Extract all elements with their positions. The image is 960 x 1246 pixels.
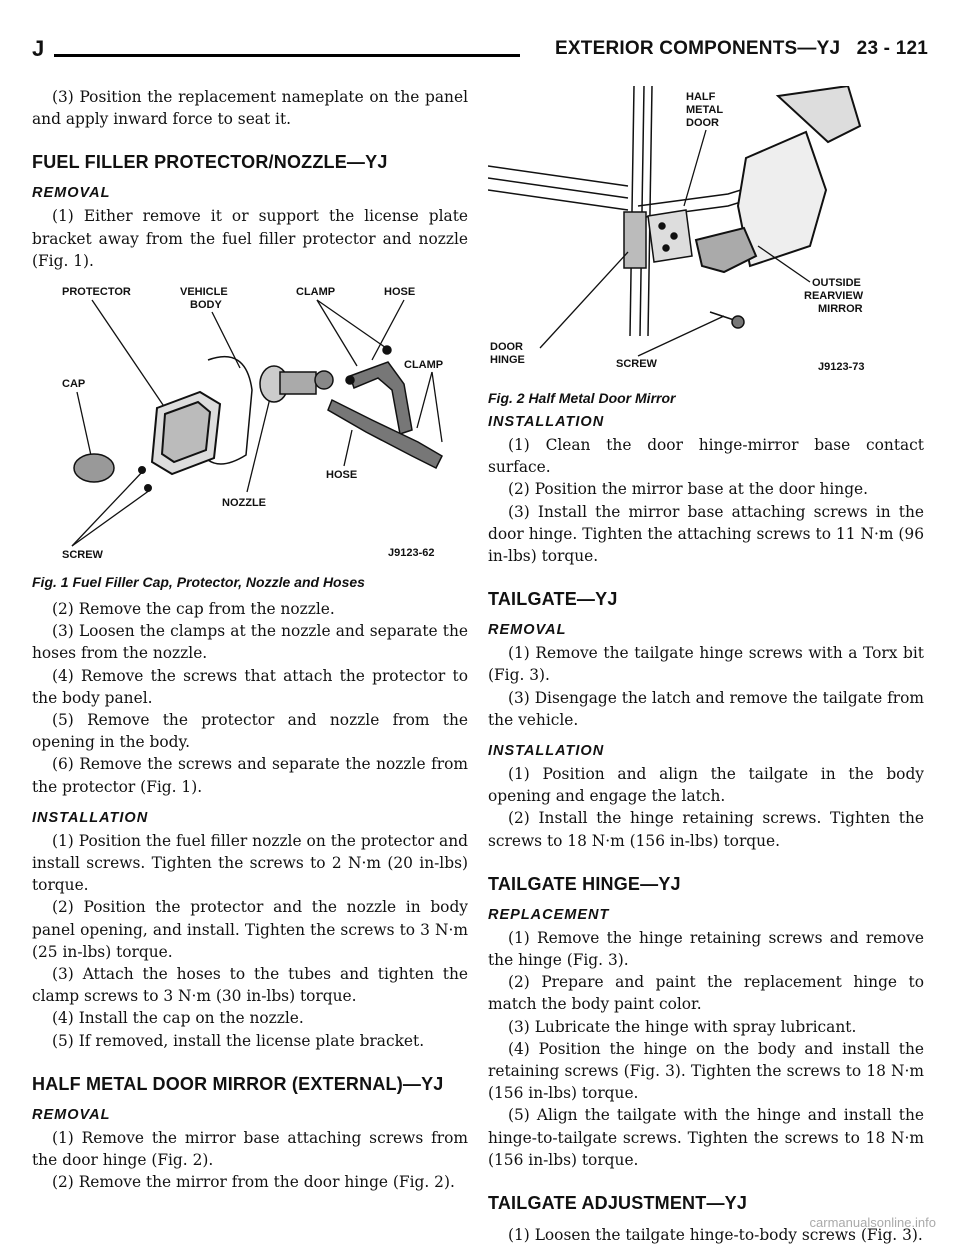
figure-1-caption: Fig. 1 Fuel Filler Cap, Protector, Nozzle and Hoses — [32, 574, 365, 591]
fuel-filler-illustration — [32, 280, 468, 570]
right-column — [488, 86, 924, 1246]
header-letter: J — [32, 36, 45, 61]
header-section-title: EXTERIOR COMPONENTS—YJ — [555, 38, 841, 59]
fig1-label-body: BODY — [190, 299, 222, 312]
heading-fuel-filler: FUEL FILLER PROTECTOR/NOZZLE—YJ — [32, 152, 388, 173]
fuel-install-step: (1) Position the fuel filler nozzle on the protector and install screws. Tighten the screws to 2 N·m (20 in-lbs) torque. — [32, 831, 468, 895]
fig2-label-code: J9123-73 — [818, 361, 865, 373]
heading-half-metal-door-mirror: HALF METAL DOOR MIRROR (EXTERNAL)—YJ — [32, 1073, 444, 1094]
tailgate-removal-step: (1) Remove the tailgate hinge screws with a Torx bit (Fig. 3). — [488, 644, 924, 685]
heading-tailgate-hinge: TAILGATE HINGE—YJ — [488, 873, 681, 894]
tailgate-install-step: (1) Position and align the tailgate in the body opening and engage the latch. — [488, 765, 924, 806]
fuel-removal-step: (4) Remove the screws that attach the protector to the body panel. — [32, 666, 468, 707]
fig1-label-hose-bottom: HOSE — [326, 469, 358, 482]
mirror-install-step: (3) Install the mirror base attaching screws in the door hinge. Tighten the attaching screws to 11 N·m (96 in-lbs) torque. — [488, 502, 924, 566]
heading-hinge-replacement: REPLACEMENT — [488, 906, 610, 923]
fig2-label-outside: OUTSIDE — [812, 277, 861, 289]
heading-tailgate: TAILGATE—YJ — [488, 589, 618, 610]
fig2-label-screw: SCREW — [616, 358, 657, 370]
header-section — [555, 38, 928, 60]
left-column — [32, 86, 468, 1193]
fig2-label-door-hinge-1: DOOR — [490, 341, 523, 353]
mirror-install-step: (2) Position the mirror base at the door hinge. — [508, 480, 869, 499]
fig2-label-rearview: REARVIEW — [804, 290, 864, 302]
fig1-label-hose-top: HOSE — [384, 286, 416, 299]
tailgate-removal-step: (3) Disengage the latch and remove the tailgate from the vehicle. — [488, 688, 924, 729]
fig2-label-door: DOOR — [686, 117, 719, 129]
fuel-removal-step: (3) Loosen the clamps at the nozzle and separate the hoses from the nozzle. — [32, 622, 468, 663]
fig1-label-vehicle: VEHICLE — [180, 286, 228, 299]
fig1-label-screw: SCREW — [62, 549, 103, 562]
tailgate-adjust-step: (1) Loosen the tailgate hinge-to-body screws (Fig. 3). — [508, 1226, 923, 1245]
hinge-replacement-step: (5) Align the tailgate with the hinge and install the hinge-to-tailgate screws. Tighten the screws to 18 N·m (156 in-lbs) torque. — [488, 1106, 924, 1169]
fuel-install-step: (2) Position the protector and the nozzle in body panel opening, and install. Tighten the screws to 3 N·m (25 in-lbs) torque. — [32, 898, 468, 961]
fig2-label-metal: METAL — [686, 104, 724, 116]
fuel-install-step: (4) Install the cap on the nozzle. — [52, 1009, 304, 1028]
fuel-removal-step: (2) Remove the cap from the nozzle. — [52, 600, 335, 619]
figure-1 — [32, 280, 468, 590]
fig2-label-door-hinge-2: HINGE — [490, 354, 525, 366]
hinge-replacement-step: (4) Position the hinge on the body and install the retaining screws (Fig. 3). Tighten the screws to 18 N·m (156 in-lbs) torque. — [488, 1039, 924, 1103]
fuel-removal-step: (5) Remove the protector and nozzle from the opening in the body. — [32, 711, 468, 752]
header-rule — [54, 54, 520, 57]
mirror-removal-step: (1) Remove the mirror base attaching screws from the door hinge (Fig. 2). — [32, 1128, 468, 1170]
figure-2-caption: Fig. 2 Half Metal Door Mirror — [488, 390, 676, 406]
heading-fuel-installation: INSTALLATION — [32, 809, 149, 826]
heading-tailgate-installation: INSTALLATION — [488, 743, 605, 760]
heading-fuel-removal: REMOVAL — [32, 185, 111, 202]
fig1-label-clamp-right: CLAMP — [404, 359, 444, 372]
fig2-label-half: HALF — [686, 91, 716, 103]
header-page-number: 23 - 121 — [856, 38, 928, 59]
heading-mirror-removal: REMOVAL — [32, 1106, 111, 1123]
fuel-install-step: (3) Attach the hoses to the tubes and tighten the clamp screws to 3 N·m (30 in-lbs) torque. — [32, 965, 468, 1006]
fig1-label-cap: CAP — [62, 378, 86, 391]
mirror-removal-step: (2) Remove the mirror from the door hinge (Fig. 2). — [52, 1173, 455, 1192]
fig2-label-mirror: MIRROR — [818, 303, 863, 315]
mirror-install-step: (1) Clean the door hinge-mirror base contact surface. — [488, 436, 924, 477]
tailgate-install-step: (2) Install the hinge retaining screws. Tighten the screws to 18 N·m (156 in-lbs) torque. — [488, 809, 924, 850]
page-header — [32, 36, 928, 70]
fuel-install-step: (5) If removed, install the license plate bracket. — [52, 1031, 425, 1050]
fig1-label-nozzle: NOZZLE — [222, 497, 266, 510]
hinge-replacement-step: (3) Lubricate the hinge with spray lubricant. — [508, 1017, 857, 1036]
fuel-removal-step: (1) Either remove it or support the license plate bracket away from the fuel filler protector and nozzle (Fig. 1). — [32, 207, 468, 270]
watermark: carmanualsonline.info — [809, 1215, 936, 1230]
heading-tailgate-adjustment: TAILGATE ADJUSTMENT—YJ — [488, 1193, 748, 1214]
hinge-replacement-step: (2) Prepare and paint the replacement hinge to match the body paint color. — [488, 973, 924, 1014]
fig1-label-protector: PROTECTOR — [62, 286, 131, 299]
figure-2 — [488, 86, 924, 406]
heading-tailgate-removal: REMOVAL — [488, 622, 567, 639]
door-mirror-illustration — [488, 86, 928, 386]
heading-mirror-installation: INSTALLATION — [488, 414, 605, 430]
fuel-removal-step: (6) Remove the screws and separate the nozzle from the protector (Fig. 1). — [32, 755, 468, 796]
hinge-replacement-step: (1) Remove the hinge retaining screws and remove the hinge (Fig. 3). — [488, 928, 924, 970]
fig1-label-code: J9123-62 — [388, 547, 435, 560]
fig1-label-clamp-top: CLAMP — [296, 286, 336, 299]
intro-paragraph: (3) Position the replacement nameplate on the panel and apply inward force to seat it. — [32, 88, 468, 129]
